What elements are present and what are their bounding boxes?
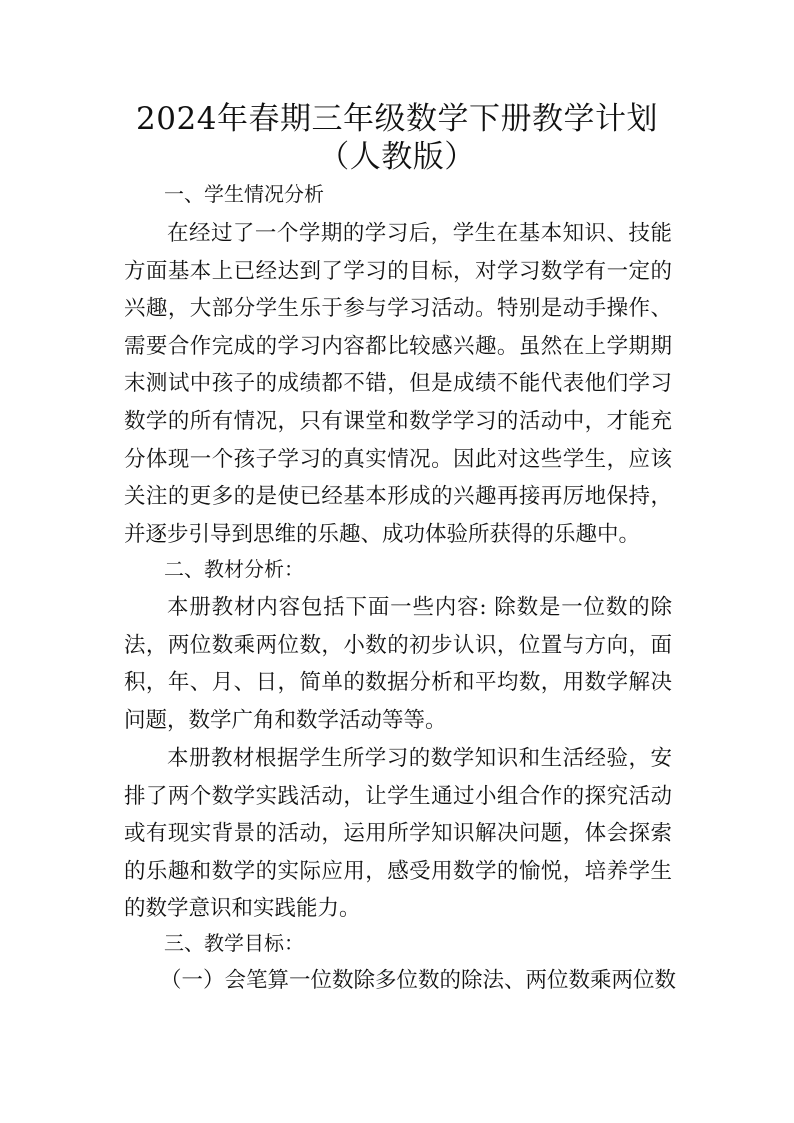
teaching-goal-item: （一）会笔算一位数除多位数的除法、两位数乘两位数 bbox=[160, 968, 677, 993]
document-title: 2024年春期三年级数学下册教学计划 bbox=[136, 101, 658, 137]
paragraph-textbook-content: 本册教材内容包括下面一些内容: 除数是一位数的除法，两位数乘两位数，小数的初步认识，位置与方向，面积，年、月、日，简单的数据分析和平均数，用数学解决问题，数学广角和数学活动等等。 bbox=[124, 595, 672, 733]
section-heading-teaching-goals: 三、教学目标： bbox=[164, 931, 304, 955]
document-subtitle: （人教版） bbox=[318, 139, 476, 175]
section-heading-textbook-analysis: 二、教材分析： bbox=[164, 557, 304, 581]
paragraph-student-analysis: 在经过了一个学期的学习后，学生在基本知识、技能方面基本上已经达到了学习的目标，对学习数学有一定的兴趣，大部分学生乐于参与学习活动。特别是动手操作、需要合作完成的学习内容都比较感兴趣。虽然在上学期期末测试中孩子的成绩都不错，但是成绩不能代表他们学习数学的所有情况，只有课堂和数学学习的活动中，才能充分体现一个孩子学习的真实情况。因此对这些学生，应该关注的更多的是使已经基本形成的兴趣再接再厉地保持，并逐步引导到思维的乐趣、成功体验所获得的乐趣中。 bbox=[124, 221, 672, 547]
section-heading-student-analysis: 一、学生情况分析 bbox=[164, 182, 324, 206]
paragraph-textbook-activities: 本册教材根据学生所学习的数学知识和生活经验，安排了两个数学实践活动，让学生通过小组合作的探究活动或有现实背景的活动，运用所学知识解决问题，体会探索的乐趣和数学的实际应用，感受用数学的愉悦，培养学生的数学意识和实践能力。 bbox=[124, 746, 672, 922]
